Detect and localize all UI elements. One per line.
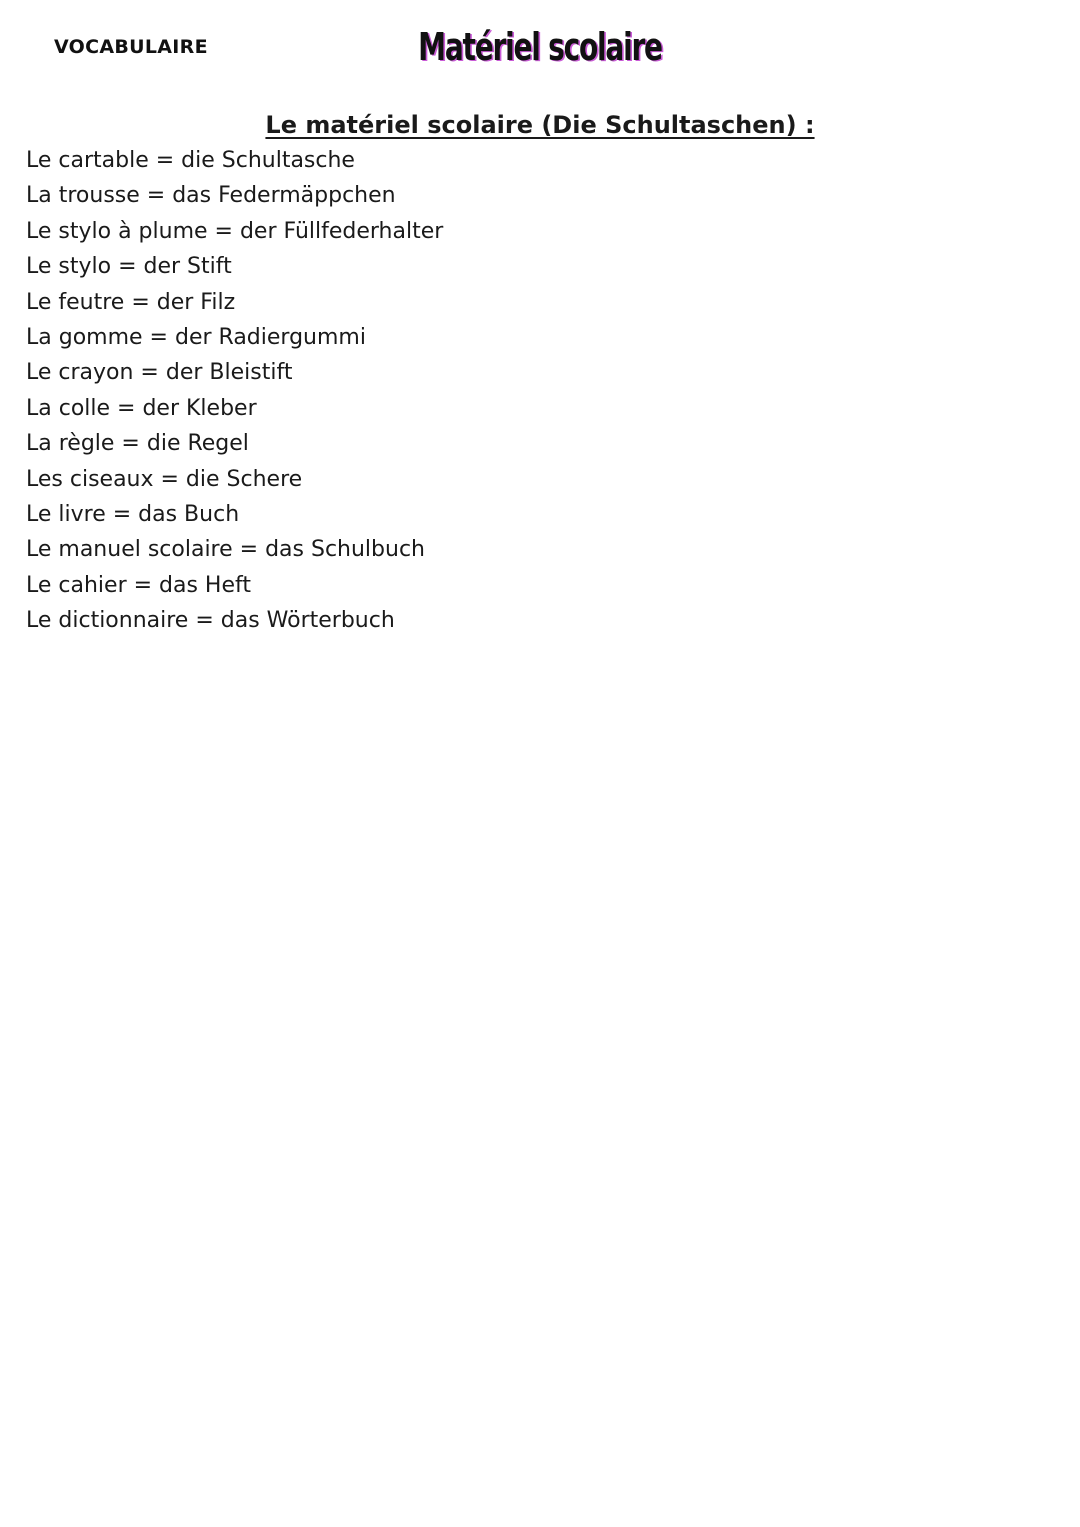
section-heading xyxy=(0,108,1080,142)
vocabulary-label: VOCABULAIRE xyxy=(54,36,208,58)
section-heading-text: Le matériel scolaire (Die Schultaschen) : xyxy=(265,111,815,139)
vocabulary-item: Le dictionnaire = das Wörterbuch xyxy=(26,608,395,634)
vocabulary-item: Le feutre = der Filz xyxy=(26,289,236,315)
vocabulary-item: Le manuel scolaire = das Schulbuch xyxy=(26,537,425,563)
page-title: Matériel scolaire xyxy=(418,25,662,69)
vocabulary-item: La colle = der Kleber xyxy=(26,395,257,421)
vocabulary-item: Le cartable = die Schultasche xyxy=(26,148,355,173)
vocabulary-item: Le crayon = der Bleistift xyxy=(26,360,293,386)
vocabulary-item: La règle = die Regel xyxy=(26,431,249,457)
vocabulary-item: Le stylo = der Stift xyxy=(26,254,232,280)
vocabulary-item: Le stylo à plume = der Füllfederhalter xyxy=(26,218,444,244)
vocabulary-item: Le livre = das Buch xyxy=(26,501,240,527)
vocabulary-item: Les ciseaux = die Schere xyxy=(26,466,303,492)
vocabulary-item: La gomme = der Radiergummi xyxy=(26,324,366,350)
vocabulary-list xyxy=(26,143,443,638)
vocabulary-item: Le cahier = das Heft xyxy=(26,572,251,598)
vocabulary-item: La trousse = das Federmäppchen xyxy=(26,183,396,209)
